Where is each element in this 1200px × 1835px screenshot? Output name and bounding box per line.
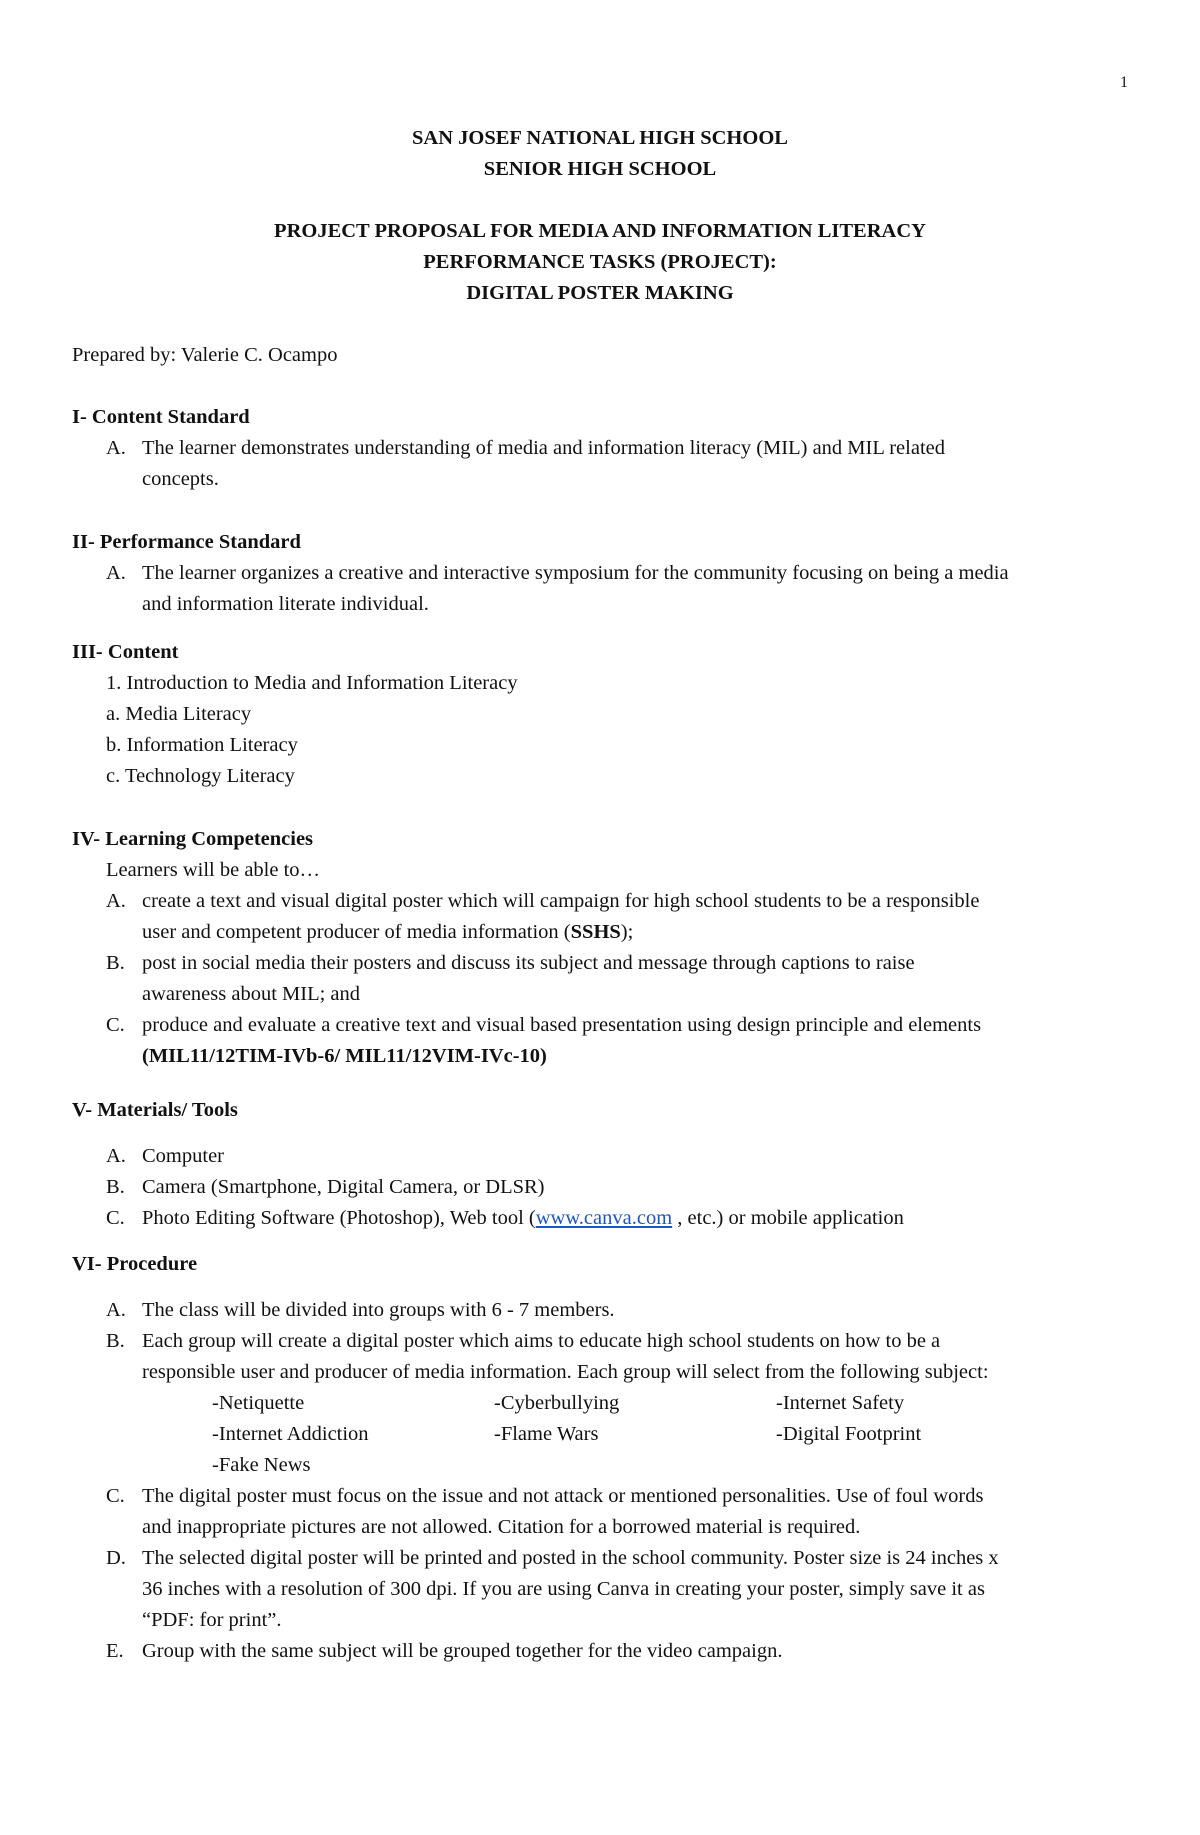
list-item-text: and information literate individual. bbox=[142, 593, 429, 615]
list-item-text: “PDF: for print”. bbox=[142, 1609, 282, 1631]
page-number: 1 bbox=[1120, 74, 1128, 91]
section-heading-content: III- Content bbox=[72, 641, 179, 663]
sshs-label: SSHS bbox=[570, 921, 621, 943]
subject-netiquette: -Netiquette bbox=[212, 1392, 305, 1414]
list-item-text: The learner demonstrates understanding of media and information literacy (MIL) and MIL related bbox=[142, 437, 945, 459]
competency-codes: (MIL11/12TIM-IVb-6/ MIL11/12VIM-IVc-10) bbox=[142, 1045, 547, 1067]
list-item bbox=[106, 558, 1166, 620]
list-item bbox=[106, 1010, 1166, 1072]
list-item bbox=[106, 948, 1166, 1010]
list-marker: D. bbox=[106, 1547, 126, 1569]
list-item-text: Computer bbox=[142, 1145, 224, 1167]
list-item-text: The class will be divided into groups with 6 - 7 members. bbox=[142, 1299, 615, 1321]
list-item-text: create a text and visual digital poster which will campaign for high school students to be a responsible bbox=[142, 890, 980, 912]
subject-fake-news: -Fake News bbox=[212, 1454, 311, 1476]
list-item-text: Group with the same subject will be grouped together for the video campaign. bbox=[142, 1640, 783, 1662]
section-heading-performance-standard: II- Performance Standard bbox=[72, 531, 301, 553]
list-item bbox=[106, 1543, 1166, 1636]
content-line: b. Information Literacy bbox=[106, 734, 298, 756]
list-marker: C. bbox=[106, 1014, 125, 1036]
list-marker: B. bbox=[106, 952, 125, 974]
subject-internet-addiction: -Internet Addiction bbox=[212, 1423, 369, 1445]
section-heading-procedure: VI- Procedure bbox=[72, 1253, 198, 1275]
subject-cyberbullying: -Cyberbullying bbox=[494, 1392, 620, 1414]
canva-link[interactable]: www.canva.com bbox=[535, 1207, 673, 1229]
list-item-text: Camera (Smartphone, Digital Camera, or DLSR) bbox=[142, 1176, 545, 1198]
list-marker: E. bbox=[106, 1640, 124, 1662]
list-marker: B. bbox=[106, 1176, 125, 1198]
list-item bbox=[106, 1636, 1166, 1667]
section-heading-learning-competencies: IV- Learning Competencies bbox=[72, 828, 314, 850]
list-item bbox=[106, 1295, 1166, 1326]
list-item-text: Each group will create a digital poster which aims to educate high school students on how to be a bbox=[142, 1330, 941, 1352]
school-name: SAN JOSEF NATIONAL HIGH SCHOOL bbox=[412, 127, 788, 149]
proposal-title-line3: DIGITAL POSTER MAKING bbox=[466, 282, 734, 304]
list-item bbox=[106, 1141, 1166, 1172]
list-item bbox=[106, 433, 1166, 495]
list-marker: A. bbox=[106, 1145, 126, 1167]
subject-flame-wars: -Flame Wars bbox=[494, 1423, 599, 1445]
list-marker: A. bbox=[106, 562, 126, 584]
list-item-text: responsible user and producer of media information. Each group will select from the following subject: bbox=[142, 1361, 989, 1383]
competencies-intro: Learners will be able to… bbox=[106, 859, 321, 881]
list-item-text: awareness about MIL; and bbox=[142, 983, 361, 1005]
list-item-text: 36 inches with a resolution of 300 dpi. If you are using Canva in creating your poster, simply save it as bbox=[142, 1578, 985, 1600]
list-item-text: produce and evaluate a creative text and visual based presentation using design principle and elements bbox=[142, 1014, 982, 1036]
list-item bbox=[106, 1481, 1166, 1543]
proposal-title-line2: PERFORMANCE TASKS (PROJECT): bbox=[423, 251, 777, 273]
list-item-text: and inappropriate pictures are not allowed. Citation for a borrowed material is required. bbox=[142, 1516, 861, 1538]
prepared-by: Prepared by: Valerie C. Ocampo bbox=[72, 344, 338, 366]
list-marker: C. bbox=[106, 1207, 125, 1229]
list-item bbox=[106, 886, 1166, 948]
list-item-text: The selected digital poster will be printed and posted in the school community. Poster size is 24 inches x bbox=[142, 1547, 999, 1569]
list-marker: A. bbox=[106, 890, 126, 912]
list-marker: C. bbox=[106, 1485, 125, 1507]
content-line: a. Media Literacy bbox=[106, 703, 252, 725]
content-line: c. Technology Literacy bbox=[106, 765, 295, 787]
school-division: SENIOR HIGH SCHOOL bbox=[483, 158, 717, 180]
list-marker: B. bbox=[106, 1330, 125, 1352]
list-item-text: post in social media their posters and discuss its subject and message through captions to raise bbox=[142, 952, 915, 974]
list-item-text: concepts. bbox=[142, 468, 219, 490]
list-item-text: Photo Editing Software (Photoshop), Web tool (www.canva.com , etc.) or mobile application bbox=[142, 1207, 904, 1229]
list-marker: A. bbox=[106, 1299, 126, 1321]
list-item bbox=[106, 1172, 1166, 1203]
content-line: 1. Introduction to Media and Information Literacy bbox=[106, 672, 518, 694]
subject-digital-footprint: -Digital Footprint bbox=[776, 1423, 922, 1445]
list-item-text: The learner organizes a creative and interactive symposium for the community focusing on being a media bbox=[142, 562, 1009, 584]
subject-internet-safety: -Internet Safety bbox=[776, 1392, 905, 1414]
list-item bbox=[106, 1203, 1166, 1234]
list-item bbox=[106, 1326, 1166, 1388]
proposal-title-line1: PROJECT PROPOSAL FOR MEDIA AND INFORMATION LITERACY bbox=[274, 220, 926, 242]
section-heading-materials: V- Materials/ Tools bbox=[72, 1099, 238, 1121]
list-marker: A. bbox=[106, 437, 126, 459]
list-item-text: The digital poster must focus on the issue and not attack or mentioned personalities. Use of foul words bbox=[142, 1485, 984, 1507]
list-item-text: user and competent producer of media information (SSHS); bbox=[142, 921, 634, 943]
section-heading-content-standard: I- Content Standard bbox=[72, 406, 250, 428]
